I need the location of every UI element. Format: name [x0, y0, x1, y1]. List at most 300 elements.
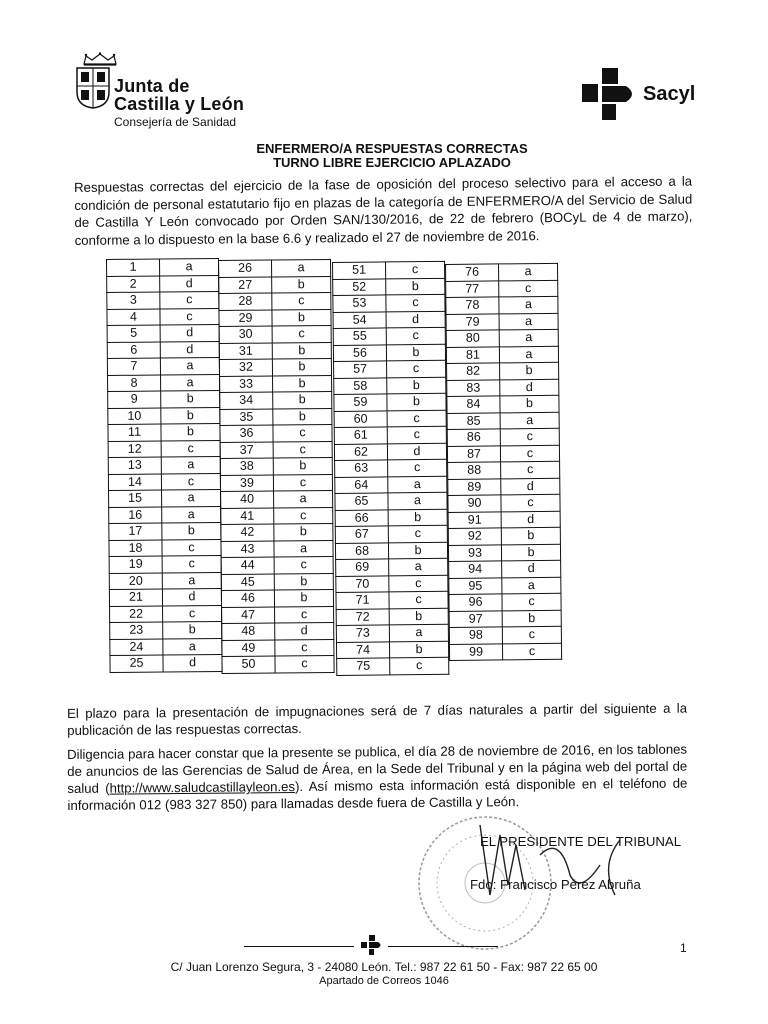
answer-letter: c: [161, 473, 220, 490]
table-row: [446, 296, 558, 314]
question-number: 45: [221, 574, 274, 591]
answer-letter: a: [389, 624, 448, 641]
question-number: 83: [447, 379, 500, 396]
table-row: [108, 391, 220, 408]
table-row: [334, 443, 446, 461]
table-row: [448, 478, 560, 496]
answer-letter: b: [388, 542, 447, 559]
table-row: [109, 589, 221, 606]
table-row: [449, 560, 561, 578]
answer-letter: c: [388, 459, 447, 476]
table-row: [333, 311, 445, 329]
answer-letter: b: [273, 375, 332, 392]
question-number: 63: [335, 460, 388, 477]
answer-letter: a: [163, 638, 222, 655]
question-number: 11: [108, 424, 161, 441]
question-number: 36: [220, 425, 273, 442]
question-number: 74: [336, 641, 389, 658]
table-row: [222, 606, 334, 623]
table-row: [108, 407, 220, 424]
answers-table-1: [106, 258, 223, 672]
answer-letter: c: [389, 575, 448, 592]
answer-letter: c: [272, 293, 331, 310]
answer-letter: c: [273, 474, 332, 491]
question-number: 44: [221, 557, 274, 574]
table-row: [335, 459, 447, 477]
table-row: [446, 263, 558, 281]
answer-letter: b: [387, 377, 446, 394]
answer-letter: d: [162, 589, 221, 606]
question-number: 52: [333, 278, 386, 295]
footer-address: C/ Juan Lorenzo Segura, 3 - 24080 León. Tel.: 987 22 61 50 - Fax: 987 22 65 00: [170, 960, 598, 974]
answer-letter: a: [389, 558, 448, 575]
question-number: 13: [108, 457, 161, 474]
answer-letter: b: [387, 393, 446, 410]
table-row: [220, 375, 332, 392]
table-row: [109, 506, 221, 523]
table-row: [221, 491, 333, 508]
table-row: [446, 313, 558, 331]
question-number: 99: [449, 643, 502, 660]
question-number: 49: [222, 640, 275, 657]
question-number: 73: [336, 625, 389, 642]
answer-letter: c: [502, 643, 561, 660]
question-number: 95: [449, 577, 502, 594]
table-row: [334, 410, 446, 428]
table-row: [448, 511, 560, 529]
question-number: 40: [221, 491, 274, 508]
answer-letter: c: [386, 261, 445, 278]
answer-letter: c: [163, 605, 222, 622]
answer-letter: a: [499, 263, 558, 280]
question-number: 26: [219, 260, 272, 277]
table-row: [110, 655, 222, 672]
table-row: [220, 425, 332, 442]
table-row: [449, 643, 561, 661]
question-number: 64: [335, 476, 388, 493]
answer-letter: b: [274, 573, 333, 590]
table-row: [335, 509, 447, 527]
answer-letter: a: [500, 412, 559, 429]
table-row: [108, 473, 220, 490]
table-row: [221, 573, 333, 590]
table-row: [446, 280, 558, 298]
question-number: 38: [220, 458, 273, 475]
answer-letter: b: [500, 362, 559, 379]
answer-letter: d: [387, 443, 446, 460]
answer-letter: b: [161, 424, 220, 441]
sacyl-logo-icon: [580, 66, 640, 122]
table-row: [447, 362, 559, 380]
page-number: 1: [680, 941, 687, 955]
question-number: 34: [220, 392, 273, 409]
question-number: 75: [337, 658, 390, 675]
question-number: 19: [109, 556, 162, 573]
question-number: 89: [448, 478, 501, 495]
question-number: 12: [108, 441, 161, 458]
footer-divider-left: [244, 946, 354, 947]
question-number: 41: [221, 508, 274, 525]
answer-letter: a: [499, 296, 558, 313]
question-number: 50: [222, 656, 275, 673]
answer-letter: b: [162, 523, 221, 540]
answer-letter: a: [499, 346, 558, 363]
question-number: 65: [335, 493, 388, 510]
question-number: 54: [333, 311, 386, 328]
question-number: 53: [333, 295, 386, 312]
answer-letter: c: [501, 494, 560, 511]
question-number: 5: [107, 325, 160, 342]
question-number: 47: [222, 607, 275, 624]
question-number: 17: [109, 523, 162, 540]
answer-letter: c: [274, 557, 333, 574]
question-number: 14: [108, 474, 161, 491]
question-number: 9: [108, 391, 161, 408]
answer-letter: b: [273, 408, 332, 425]
table-row: [336, 624, 448, 642]
table-row: [220, 474, 332, 491]
table-row: [334, 393, 446, 411]
question-number: 69: [336, 559, 389, 576]
table-row: [109, 556, 221, 573]
answer-letter: a: [274, 491, 333, 508]
question-number: 58: [334, 377, 387, 394]
answer-letter: c: [161, 440, 220, 457]
table-row: [221, 524, 333, 541]
question-number: 25: [110, 655, 163, 672]
question-number: 91: [448, 511, 501, 528]
answer-letter: d: [500, 379, 559, 396]
answer-letter: b: [273, 458, 332, 475]
table-row: [336, 558, 448, 576]
table-row: [334, 377, 446, 395]
answer-letter: c: [388, 525, 447, 542]
answer-letter: c: [162, 556, 221, 573]
diligencia-paragraph: [67, 741, 688, 814]
plazo-paragraph: El plazo para la presentación de impugnaciones será de 7 días naturales a partir del siguiente a la publicación de las respuestas correctas.: [67, 700, 688, 738]
org-name-line1: Junta de: [114, 76, 190, 96]
question-number: 80: [446, 330, 499, 347]
answer-letter: c: [501, 461, 560, 478]
answer-letter: b: [386, 278, 445, 295]
question-number: 97: [449, 610, 502, 627]
table-row: [221, 590, 333, 607]
question-number: 6: [107, 342, 160, 359]
table-row: [222, 623, 334, 640]
answer-letter: c: [272, 326, 331, 343]
answer-letter: a: [162, 506, 221, 523]
table-row: [219, 359, 331, 376]
table-row: [447, 412, 559, 430]
question-number: 56: [333, 344, 386, 361]
footer-divider-right: [388, 946, 498, 947]
question-number: 20: [109, 573, 162, 590]
org-name-line2: Castilla y León: [114, 94, 245, 114]
table-row: [107, 292, 219, 309]
table-row: [110, 638, 222, 655]
table-row: [108, 374, 220, 391]
table-row: [446, 329, 558, 347]
answer-letter: b: [500, 395, 559, 412]
table-row: [107, 259, 219, 276]
answers-table-2: [218, 259, 335, 673]
document-subtitle: TURNO LIBRE EJERCICIO APLAZADO: [273, 155, 511, 170]
table-row: [335, 525, 447, 543]
answer-letter: c: [162, 539, 221, 556]
answers-table-3: [332, 261, 449, 676]
table-row: [335, 476, 447, 494]
answer-letter: b: [272, 276, 331, 293]
answer-letter: c: [160, 292, 219, 309]
answer-letter: b: [388, 509, 447, 526]
answer-letter: c: [273, 425, 332, 442]
answer-letter: b: [272, 342, 331, 359]
question-number: 35: [220, 409, 273, 426]
table-row: [333, 278, 445, 296]
department-name: Consejería de Sanidad: [114, 115, 237, 129]
table-row: [336, 575, 448, 593]
table-row: [219, 326, 331, 343]
table-row: [221, 540, 333, 557]
diligencia-text-2: ). Así mismo esta información está disponible en el teléfono de información 012 (983 327 850) para llamadas desde fuera de Castilla y León.: [67, 775, 688, 813]
table-row: [336, 591, 448, 609]
table-row: [448, 527, 560, 545]
table-row: [336, 608, 448, 626]
table-row: [109, 490, 221, 507]
question-number: 8: [108, 375, 161, 392]
question-number: 32: [219, 359, 272, 376]
answer-letter: c: [389, 591, 448, 608]
table-row: [222, 656, 334, 673]
coat-of-arms-icon: [75, 66, 111, 110]
question-number: 70: [336, 575, 389, 592]
table-row: [446, 346, 558, 364]
question-number: 51: [333, 262, 386, 279]
table-row: [222, 639, 334, 656]
table-row: [447, 445, 559, 463]
table-row: [107, 308, 219, 325]
question-number: 79: [446, 313, 499, 330]
answer-letter: c: [275, 606, 334, 623]
question-number: 46: [221, 590, 274, 607]
table-row: [447, 428, 559, 446]
question-number: 28: [219, 293, 272, 310]
intro-paragraph: Respuestas correctas del ejercicio de la fase de oposición del proceso selectivo para el acceso a la condición de personal estatutario fijo en plazas de la categoría de ENFERMERO/A del Servicio de Salud de Castilla Y León convocado por Orden SAN/130/2016, de 22 de febrero (BOCyL de 4 de marzo), conforme a lo dispuesto en la base 6.6 y realizado el 27 de noviembre de 2016.: [74, 173, 693, 248]
answer-letter: b: [272, 359, 331, 376]
question-number: 71: [336, 592, 389, 609]
table-row: [447, 379, 559, 397]
question-number: 2: [107, 276, 160, 293]
question-number: 87: [447, 445, 500, 462]
question-number: 43: [221, 541, 274, 558]
answer-letter: d: [163, 655, 222, 672]
answer-letter: c: [275, 656, 334, 673]
question-number: 23: [110, 622, 163, 639]
question-number: 29: [219, 310, 272, 327]
table-row: [449, 577, 561, 595]
answer-letter: b: [161, 391, 220, 408]
answer-letter: c: [500, 428, 559, 445]
table-row: [109, 523, 221, 540]
table-row: [219, 309, 331, 326]
table-row: [220, 392, 332, 409]
table-row: [333, 344, 445, 362]
table-row: [220, 441, 332, 458]
table-row: [109, 572, 221, 589]
question-number: 33: [220, 376, 273, 393]
table-row: [220, 458, 332, 475]
answer-letter: b: [273, 392, 332, 409]
table-row: [447, 395, 559, 413]
answer-letter: b: [501, 527, 560, 544]
answer-letter: a: [162, 490, 221, 507]
table-row: [335, 492, 447, 510]
question-number: 93: [448, 544, 501, 561]
question-number: 55: [333, 328, 386, 345]
answer-letter: a: [160, 358, 219, 375]
answer-letter: a: [272, 260, 331, 277]
table-row: [333, 327, 445, 345]
table-row: [219, 293, 331, 310]
answer-letter: a: [161, 457, 220, 474]
answer-letter: c: [274, 507, 333, 524]
signature-name: Fdo: Francisco Pérez Abruña: [470, 877, 641, 892]
answer-letter: c: [387, 410, 446, 427]
question-number: 4: [107, 309, 160, 326]
sacyl-small-logo-icon: [361, 935, 383, 955]
answer-letter: c: [273, 441, 332, 458]
question-number: 57: [334, 361, 387, 378]
question-number: 22: [110, 606, 163, 623]
table-row: [449, 593, 561, 611]
table-row: [334, 360, 446, 378]
answer-letter: b: [274, 590, 333, 607]
table-row: [448, 544, 560, 562]
answer-letter: a: [274, 540, 333, 557]
question-number: 61: [334, 427, 387, 444]
question-number: 31: [219, 343, 272, 360]
answer-letter: d: [160, 275, 219, 292]
answer-letter: c: [386, 294, 445, 311]
answer-letter: a: [160, 259, 219, 276]
table-row: [109, 539, 221, 556]
table-row: [333, 261, 445, 279]
answer-letter: a: [502, 577, 561, 594]
answers-table-4: [445, 263, 562, 661]
table-row: [219, 342, 331, 359]
question-number: 62: [334, 443, 387, 460]
question-number: 59: [334, 394, 387, 411]
question-number: 84: [447, 396, 500, 413]
question-number: 66: [335, 509, 388, 526]
question-number: 3: [107, 292, 160, 309]
answer-letter: c: [390, 657, 449, 674]
table-row: [220, 408, 332, 425]
table-row: [335, 542, 447, 560]
answer-letter: c: [500, 445, 559, 462]
question-number: 10: [108, 408, 161, 425]
table-row: [110, 605, 222, 622]
signature-role: EL PRESIDENTE DEL TRIBUNAL: [480, 834, 682, 849]
answer-letter: b: [161, 407, 220, 424]
answer-letter: c: [387, 426, 446, 443]
table-row: [449, 610, 561, 628]
question-number: 27: [219, 277, 272, 294]
diligencia-text-1: Diligencia para hacer constar que la presente se publica, el día 28 de noviembre de 2016, en los tablones de anuncios de las Gerencias de Salud de Área, en la Sede del Tribunal y en la página web del portal de salud (: [67, 741, 688, 796]
footer-apartado: Apartado de Correos 1046: [319, 975, 449, 987]
table-row: [108, 424, 220, 441]
answer-letter: b: [502, 610, 561, 627]
table-row: [219, 260, 331, 277]
handwritten-signature-icon: [450, 815, 650, 915]
answer-letter: c: [386, 327, 445, 344]
answer-letter: b: [274, 524, 333, 541]
answer-letter: c: [502, 593, 561, 610]
document-title: ENFERMERO/A RESPUESTAS CORRECTAS: [256, 141, 528, 156]
answer-letter: c: [499, 280, 558, 297]
answer-letter: a: [162, 572, 221, 589]
table-row: [448, 494, 560, 512]
portal-link[interactable]: http://www.saludcastillayleon.es: [109, 779, 296, 796]
question-number: 60: [334, 410, 387, 427]
question-number: 67: [335, 526, 388, 543]
table-row: [333, 294, 445, 312]
question-number: 96: [449, 594, 502, 611]
answer-letter: d: [501, 478, 560, 495]
answer-letter: d: [502, 560, 561, 577]
question-number: 18: [109, 540, 162, 557]
table-row: [107, 275, 219, 292]
table-row: [107, 358, 219, 375]
table-row: [108, 440, 220, 457]
question-number: 21: [109, 589, 162, 606]
question-number: 82: [447, 363, 500, 380]
table-row: [108, 457, 220, 474]
question-number: 24: [110, 639, 163, 656]
answer-letter: d: [501, 511, 560, 528]
question-number: 15: [109, 490, 162, 507]
answer-letter: d: [275, 623, 334, 640]
question-number: 78: [446, 297, 499, 314]
question-number: 92: [448, 528, 501, 545]
answer-letter: c: [502, 626, 561, 643]
question-number: 7: [107, 358, 160, 375]
question-number: 48: [222, 623, 275, 640]
question-number: 85: [447, 412, 500, 429]
question-number: 30: [219, 326, 272, 343]
answer-letter: b: [163, 622, 222, 639]
table-row: [107, 341, 219, 358]
answer-letter: a: [499, 313, 558, 330]
answer-letter: d: [160, 325, 219, 342]
table-row: [221, 507, 333, 524]
answer-letter: a: [499, 329, 558, 346]
answer-letter: d: [386, 311, 445, 328]
answer-letter: b: [386, 344, 445, 361]
question-number: 68: [335, 542, 388, 559]
question-number: 81: [446, 346, 499, 363]
question-number: 1: [107, 259, 160, 276]
question-number: 39: [220, 475, 273, 492]
table-row: [337, 657, 449, 675]
question-number: 94: [449, 561, 502, 578]
question-number: 16: [109, 507, 162, 524]
table-row: [110, 622, 222, 639]
table-row: [334, 426, 446, 444]
table-row: [448, 461, 560, 479]
answer-letter: d: [160, 341, 219, 358]
question-number: 88: [448, 462, 501, 479]
